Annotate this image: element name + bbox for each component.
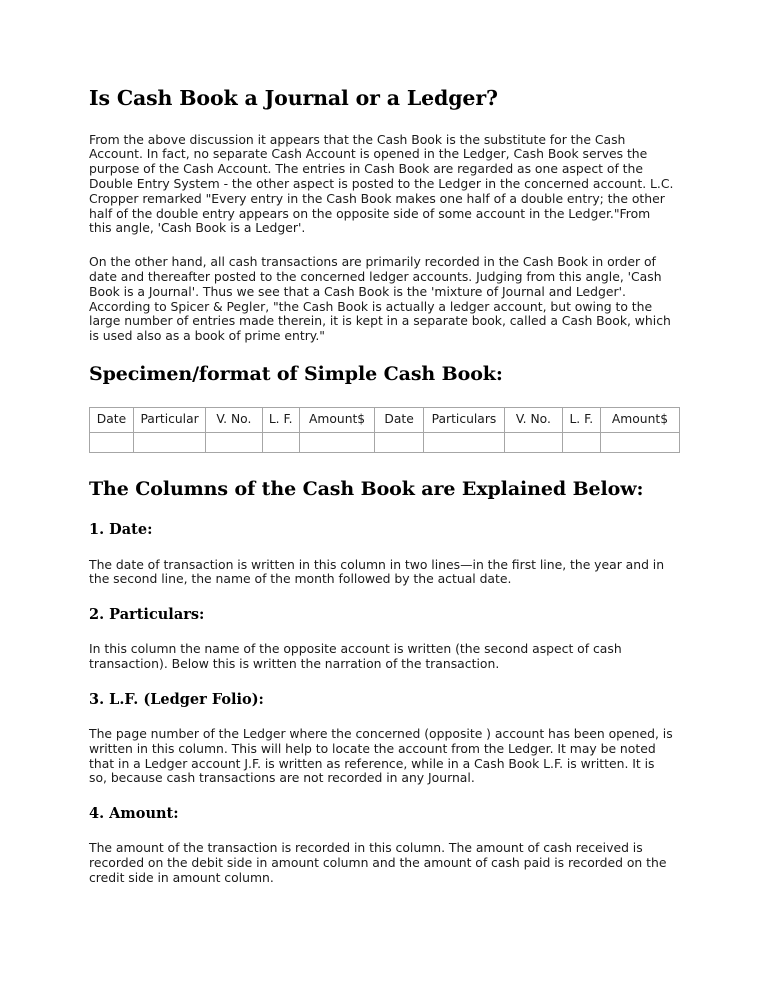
cell-particular-debit (133, 432, 205, 452)
specimen-heading: Specimen/format of Simple Cash Book: (89, 362, 503, 385)
cell-amount-debit (299, 432, 375, 452)
intro-paragraph-1: From the above discussion it appears that the Cash Book is the substitute for the Cash Account. In fact, no separate Cash Account is opened in the Ledger, Cash Book serves the purpose of the Cash Account. The entries in Cash Book are regarded as one aspect of the Double Entry System - the other aspect is posted to the Ledger in the concerned account. L.C. Cropper remarked "Every entry in the Cash Book makes one half of a double entry; the other half of the double entry appears on the opposite side of some account in the Ledger."From this angle, 'Cash Book is a Ledger'. (89, 131, 674, 236)
cell-amount-credit (600, 432, 679, 452)
table-header-row (90, 407, 680, 432)
subsection-heading-date: 1. Date: (89, 521, 153, 539)
column-header-amount-credit: Amount$ (600, 407, 679, 432)
column-header-particulars-credit: Particulars (423, 407, 504, 432)
cell-date-debit (90, 432, 134, 452)
cell-vno-debit (206, 432, 262, 452)
column-header-date-debit: Date (90, 407, 134, 432)
cell-date-credit (375, 432, 424, 452)
subsection-heading-amount: 4. Amount: (89, 805, 179, 823)
column-header-date-credit: Date (375, 407, 424, 432)
subsection-body-ledger-folio: The page number of the Ledger where the concerned (opposite ) account has been opened, is written in this column. This will help to locate the account from the Ledger. It may be noted that in a Ledger account J.F. is written as reference, while in a Cash Book L.F. is written. It is so, because cash transactions are not recorded in any Journal. (89, 726, 673, 786)
subsection-body-particulars: In this column the name of the opposite account is written (the second aspect of cash transaction). Below this is written the narration of the transaction. (89, 641, 622, 672)
cell-vno-credit (505, 432, 563, 452)
cell-lf-credit (562, 432, 600, 452)
subsection-heading-ledger-folio: 3. L.F. (Ledger Folio): (89, 690, 264, 708)
column-header-lf-debit: L. F. (262, 407, 299, 432)
column-header-vno-debit: V. No. (206, 407, 262, 432)
subsection-body-date: The date of transaction is written in this column in two lines—in the first line, the year and in the second line, the name of the month followed by the actual date. (89, 556, 665, 587)
subsection-body-amount: The amount of the transaction is recorded in this column. The amount of cash received is recorded on the debit side in amount column and the amount of cash paid is recorded on the credit side in amount column. (89, 840, 667, 885)
cell-lf-debit (262, 432, 299, 452)
table-row (90, 432, 680, 452)
column-header-vno-credit: V. No. (505, 407, 563, 432)
cashbook-table (89, 407, 680, 453)
cell-particulars-credit (423, 432, 504, 452)
cashbook-table-wrapper (89, 407, 674, 453)
document-content (89, 86, 674, 905)
intro-paragraph-2: On the other hand, all cash transactions are primarily recorded in the Cash Book in order of date and thereafter posted to the concerned ledger accounts. Judging from this angle, 'Cash Book is a Journal'. Thus we see that a Cash Book is the 'mixture of Journal and Ledger'. According to Spicer & Pegler, "the Cash Book is actually a ledger account, but owing to the large number of entries made therein, it is kept in a separate book, called a Cash Book, which is used also as a book of prime entry." (89, 254, 671, 344)
page-title: Is Cash Book a Journal or a Ledger? (89, 86, 498, 110)
column-header-particular-debit: Particular (133, 407, 205, 432)
column-header-lf-credit: L. F. (562, 407, 600, 432)
subsection-heading-particulars: 2. Particulars: (89, 606, 205, 624)
columns-section-heading: The Columns of the Cash Book are Explained Below: (89, 477, 644, 500)
column-header-amount-debit: Amount$ (299, 407, 375, 432)
